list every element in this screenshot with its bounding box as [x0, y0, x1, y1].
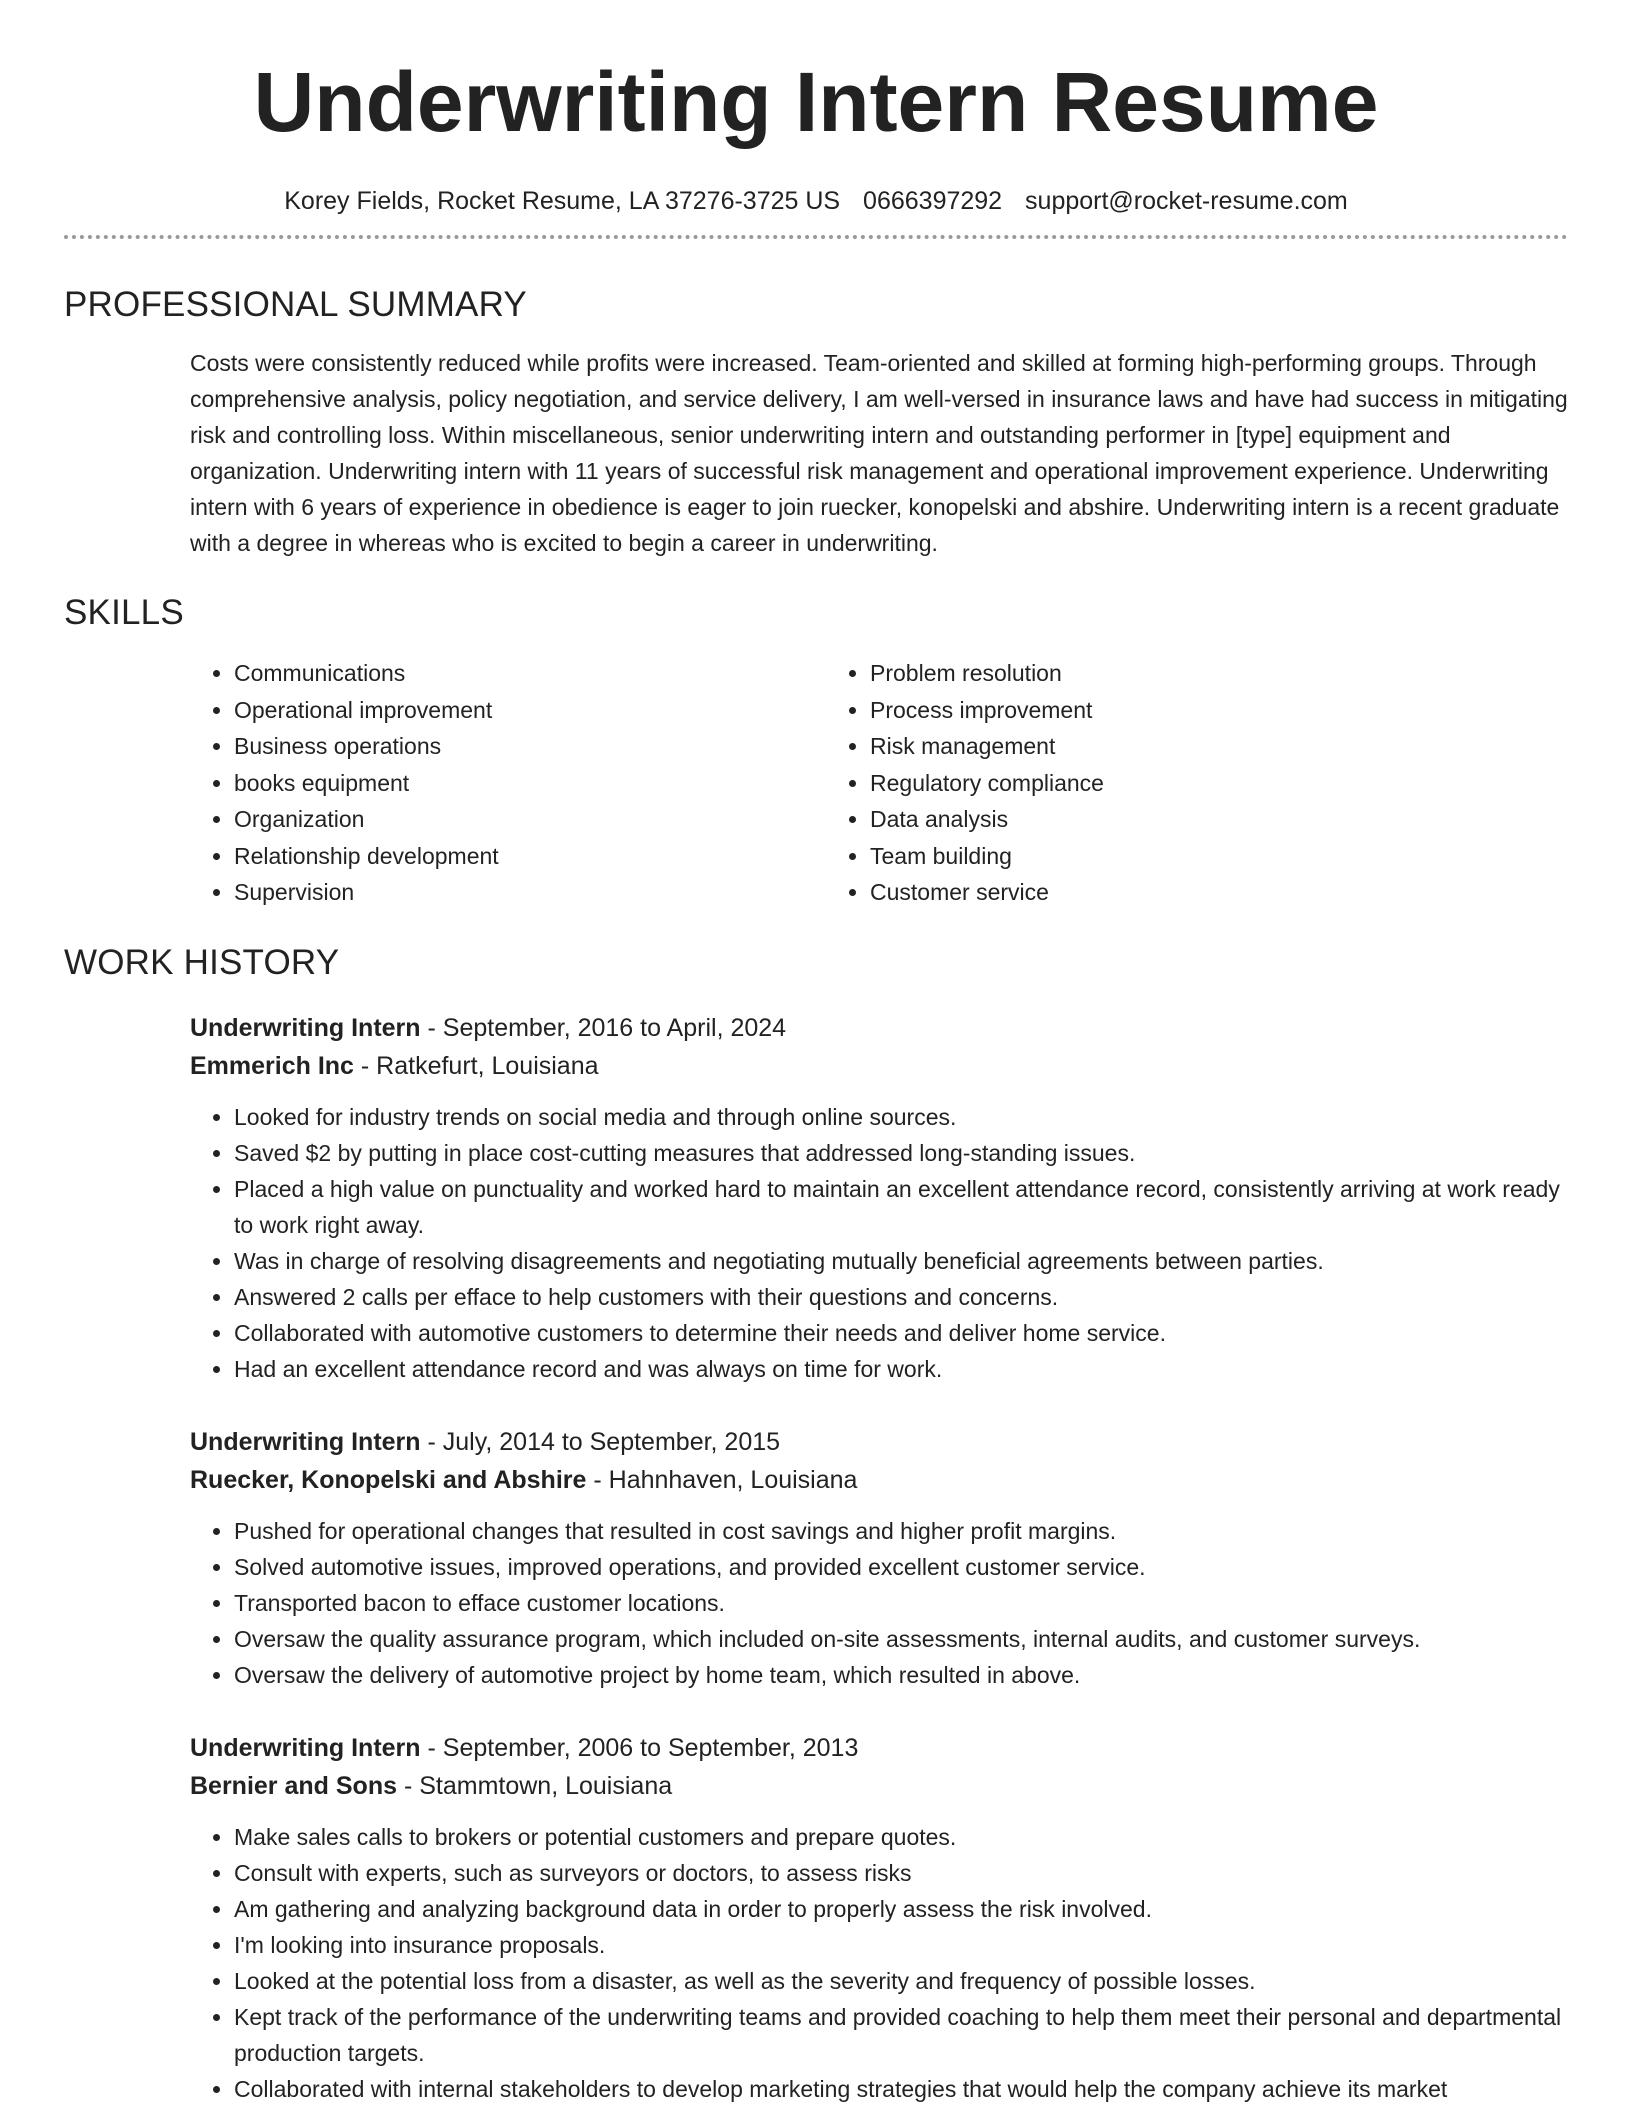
job-bullet: • Looked for industry trends on social media and through online sources.	[234, 1099, 1568, 1135]
skills-column-left	[190, 655, 826, 911]
skill-item: • Data analysis	[870, 801, 1462, 838]
skill-item: • Organization	[234, 801, 826, 838]
job-bullet: • Looked at the potential loss from a disaster, as well as the severity and frequency of possible losses.	[234, 1963, 1568, 1999]
job-bullet: • Consult with experts, such as surveyors or doctors, to assess risks	[234, 1855, 1568, 1891]
job-title: Underwriting Intern	[190, 1427, 421, 1456]
job-bullet: • Collaborated with automotive customers to determine their needs and deliver home service.	[234, 1315, 1568, 1351]
job-bullet: • Transported bacon to efface customer locations.	[234, 1585, 1568, 1621]
job-title: Underwriting Intern	[190, 1733, 421, 1762]
job-company: Ruecker, Konopelski and Abshire	[190, 1465, 587, 1494]
job-bullet: • Was in charge of resolving disagreements and negotiating mutually beneficial agreements between parties.	[234, 1243, 1568, 1279]
job-company-line	[190, 1767, 1568, 1805]
job-bullets	[190, 1099, 1568, 1387]
skill-item: • Supervision	[234, 874, 826, 911]
job-bullets	[190, 1513, 1568, 1693]
job-dates: - September, 2006 to September, 2013	[420, 1733, 859, 1762]
job-dates: - July, 2014 to September, 2015	[420, 1427, 781, 1456]
job-title-line	[190, 1423, 1568, 1461]
job-bullet: • Pushed for operational changes that resulted in cost savings and higher profit margins.	[234, 1513, 1568, 1549]
job-location: - Stammtown, Louisiana	[397, 1771, 673, 1800]
job-dates: - September, 2016 to April, 2024	[420, 1013, 787, 1042]
job-company-line	[190, 1461, 1568, 1499]
job-bullet: • Answered 2 calls per efface to help customers with their questions and concerns.	[234, 1279, 1568, 1315]
job-company: Emmerich Inc	[190, 1051, 354, 1080]
skills-heading: SKILLS	[64, 593, 184, 632]
page-title: Underwriting Intern Resume	[253, 55, 1379, 149]
job-bullet: • Solved automotive issues, improved operations, and provided excellent customer service.	[234, 1549, 1568, 1585]
skill-item: • Team building	[870, 838, 1462, 875]
job-company-line	[190, 1047, 1568, 1085]
contact-line	[64, 184, 1568, 218]
work-history-heading: WORK HISTORY	[64, 942, 340, 982]
skill-item: • Communications	[234, 655, 826, 692]
contact-phone: 0666397292	[863, 187, 1003, 215]
job-bullets	[190, 1819, 1568, 2107]
job-bullet: • Saved $2 by putting in place cost-cutting measures that addressed long-standing issues.	[234, 1135, 1568, 1171]
skills-column-right	[826, 655, 1462, 911]
skill-item: • Customer service	[870, 874, 1462, 911]
skill-item: • Operational improvement	[234, 692, 826, 729]
job-bullet: • Oversaw the delivery of automotive project by home team, which resulted in above.	[234, 1657, 1568, 1693]
job-bullet: • Placed a high value on punctuality and worked hard to maintain an excellent attendance record, consistently arriving at work ready to work right away.	[234, 1171, 1568, 1243]
contact-address: Korey Fields, Rocket Resume, LA 37276-3725 US	[284, 187, 841, 215]
job-bullet: • I'm looking into insurance proposals.	[234, 1927, 1568, 1963]
contact-email: support@rocket-resume.com	[1025, 187, 1348, 215]
job-location: - Hahnhaven, Louisiana	[586, 1465, 858, 1494]
skill-item: • Business operations	[234, 728, 826, 765]
skill-item: • Problem resolution	[870, 655, 1462, 692]
job-bullet: • Had an excellent attendance record and was always on time for work.	[234, 1351, 1568, 1387]
skill-item: • Risk management	[870, 728, 1462, 765]
skill-item: • Regulatory compliance	[870, 765, 1462, 802]
job-entry-1	[64, 1009, 1568, 1387]
job-location: - Ratkefurt, Louisiana	[353, 1051, 599, 1080]
header-divider	[64, 235, 1568, 239]
job-bullet: • Kept track of the performance of the underwriting teams and provided coaching to help them meet their personal and departmental production targets.	[234, 1999, 1568, 2071]
summary-heading: PROFESSIONAL SUMMARY	[64, 285, 527, 324]
job-bullet: • Make sales calls to brokers or potential customers and prepare quotes.	[234, 1819, 1568, 1855]
skill-item: • books equipment	[234, 765, 826, 802]
skill-item: • Process improvement	[870, 692, 1462, 729]
job-company: Bernier and Sons	[190, 1771, 397, 1800]
skills-list	[64, 655, 1568, 911]
job-title: Underwriting Intern	[190, 1013, 421, 1042]
summary-text: Costs were consistently reduced while profits were increased. Team-oriented and skilled at forming high-performing groups. Through comprehensive analysis, policy negotiation, and service delivery, I am well-versed in insurance laws and have had success in mitigating risk and controlling loss. Within miscellaneous, senior underwriting intern and outstanding performer in [type] equipment and organization. Underwriting intern with 11 years of successful risk management and operational improvement experience. Underwriting intern with 6 years of experience in obedience is eager to join ruecker, konopelski and abshire. Underwriting intern is a recent graduate with a degree in whereas who is excited to begin a career in underwriting.	[190, 350, 1568, 556]
job-bullet: • Oversaw the quality assurance program, which included on-site assessments, internal audits, and customer surveys.	[234, 1621, 1568, 1657]
job-entry-2	[64, 1423, 1568, 1693]
job-title-line	[190, 1729, 1568, 1767]
job-bullet: • Collaborated with internal stakeholders to develop marketing strategies that would help the company achieve its market	[234, 2071, 1568, 2107]
skill-item: • Relationship development	[234, 838, 826, 875]
job-entry-3	[64, 1729, 1568, 2107]
job-title-line	[190, 1009, 1568, 1047]
job-bullet: • Am gathering and analyzing background data in order to properly assess the risk involved.	[234, 1891, 1568, 1927]
